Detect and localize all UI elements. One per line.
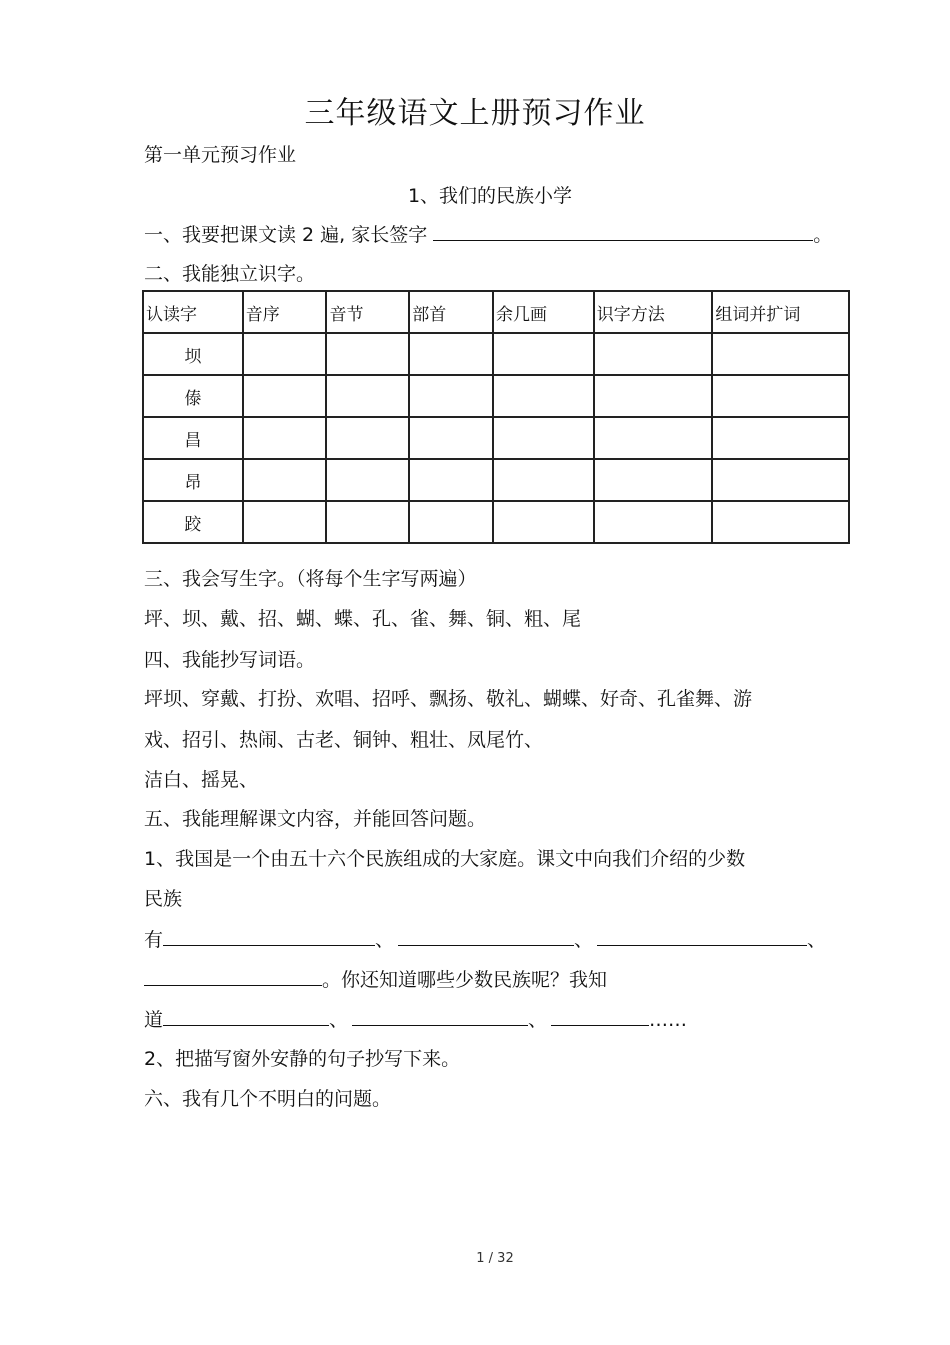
question-5-1-line-4 [144, 967, 607, 992]
new-characters-list: 坪、坝、戴、招、蝴、蝶、孔、雀、舞、铜、粗、尾 [144, 608, 582, 630]
header-cell: 余几画 [493, 291, 594, 333]
blank-cell[interactable] [594, 333, 713, 375]
literacy-table [142, 290, 850, 544]
header-cell: 识字方法 [594, 291, 713, 333]
question-6: 六、我有几个不明白的问题。 [144, 1088, 392, 1110]
blank-cell[interactable] [712, 417, 849, 459]
blank-cell[interactable] [594, 417, 713, 459]
header-cell: 组词并扩词 [712, 291, 849, 333]
question-1 [144, 222, 832, 247]
char-cell: 坝 [143, 333, 243, 375]
question-1-text: 一、我要把课文读 2 遍, 家长签字 [144, 224, 428, 246]
blank-cell[interactable] [712, 333, 849, 375]
blank-cell[interactable] [243, 417, 327, 459]
separator: 、 [375, 929, 395, 951]
blank-cell[interactable] [409, 375, 493, 417]
line-start-text: 道 [144, 1009, 164, 1031]
blank-cell[interactable] [594, 459, 713, 501]
char-cell: 昌 [143, 417, 243, 459]
blank-cell[interactable] [243, 459, 327, 501]
question-5-2: 2、把描写窗外安静的句子抄写下来。 [144, 1048, 461, 1070]
blank-cell[interactable] [326, 501, 409, 543]
question-3: 三、我会写生字。（将每个生字写两遍） [144, 568, 477, 590]
blank-cell[interactable] [326, 459, 409, 501]
question-5: 五、我能理解课文内容，并能回答问题。 [144, 808, 487, 830]
blank-cell[interactable] [409, 501, 493, 543]
blank-cell[interactable] [594, 375, 713, 417]
header-cell: 认读字 [143, 291, 243, 333]
question-5-1-line-1: 1、我国是一个由五十六个民族组成的大家庭。课文中向我们介绍的少数 [144, 848, 746, 870]
separator: 、 [528, 1009, 548, 1031]
answer-blank[interactable] [352, 1007, 528, 1026]
blank-cell[interactable] [326, 417, 409, 459]
signature-blank [433, 222, 813, 241]
char-cell: 傣 [143, 375, 243, 417]
word-list-line-1: 坪坝、穿戴、打扮、欢唱、招呼、飘扬、敬礼、蝴蝶、好奇、孔雀舞、游 [144, 688, 753, 710]
table-row [143, 417, 849, 459]
header-cell: 音节 [326, 291, 409, 333]
blank-cell[interactable] [409, 417, 493, 459]
blank-cell[interactable] [493, 501, 594, 543]
blank-cell[interactable] [409, 333, 493, 375]
answer-blank[interactable] [163, 1007, 329, 1026]
blank-cell[interactable] [493, 375, 594, 417]
header-cell: 部首 [409, 291, 493, 333]
blank-cell[interactable] [243, 333, 327, 375]
blank-cell[interactable] [493, 459, 594, 501]
separator: 、 [574, 929, 594, 951]
question-5-1-line-5 [144, 1007, 687, 1032]
line-start-text: 有 [144, 929, 164, 951]
question-1-end: 。 [813, 224, 833, 246]
page-title: 三年级语文上册预习作业 [304, 96, 646, 131]
answer-blank[interactable] [163, 927, 375, 946]
answer-blank[interactable] [144, 967, 322, 986]
header-cell: 音序 [243, 291, 327, 333]
table-row [143, 501, 849, 543]
question-5-1-line-2: 民族 [144, 888, 183, 910]
char-cell: 昂 [143, 459, 243, 501]
table-row [143, 375, 849, 417]
table-header-row [143, 291, 849, 333]
word-list-line-3: 洁白、摇晃、 [144, 769, 259, 791]
blank-cell[interactable] [326, 375, 409, 417]
blank-cell[interactable] [326, 333, 409, 375]
question-2: 二、我能独立识字。 [144, 263, 316, 285]
blank-cell[interactable] [594, 501, 713, 543]
blank-cell[interactable] [243, 375, 327, 417]
separator: 、 [329, 1009, 349, 1031]
table-row [143, 333, 849, 375]
table-row [143, 459, 849, 501]
blank-cell[interactable] [409, 459, 493, 501]
lesson-title: 1、我们的民族小学 [407, 185, 573, 207]
page-number: 1 / 32 [476, 1251, 514, 1266]
question-5-1-text: 。你还知道哪些少数民族呢？我知 [322, 969, 608, 991]
unit-heading: 第一单元预习作业 [144, 144, 297, 166]
answer-blank[interactable] [551, 1007, 649, 1026]
question-5-1-line-3 [144, 927, 826, 952]
blank-cell[interactable] [243, 501, 327, 543]
blank-cell[interactable] [712, 375, 849, 417]
ellipsis: …… [649, 1009, 688, 1031]
question-4: 四、我能抄写词语。 [144, 649, 316, 671]
answer-blank[interactable] [597, 927, 807, 946]
blank-cell[interactable] [712, 501, 849, 543]
char-cell: 跤 [143, 501, 243, 543]
blank-cell[interactable] [493, 333, 594, 375]
separator: 、 [807, 929, 827, 951]
answer-blank[interactable] [398, 927, 574, 946]
word-list-line-2: 戏、招引、热闹、古老、铜钟、粗壮、凤尾竹、 [144, 729, 544, 751]
blank-cell[interactable] [493, 417, 594, 459]
blank-cell[interactable] [712, 459, 849, 501]
